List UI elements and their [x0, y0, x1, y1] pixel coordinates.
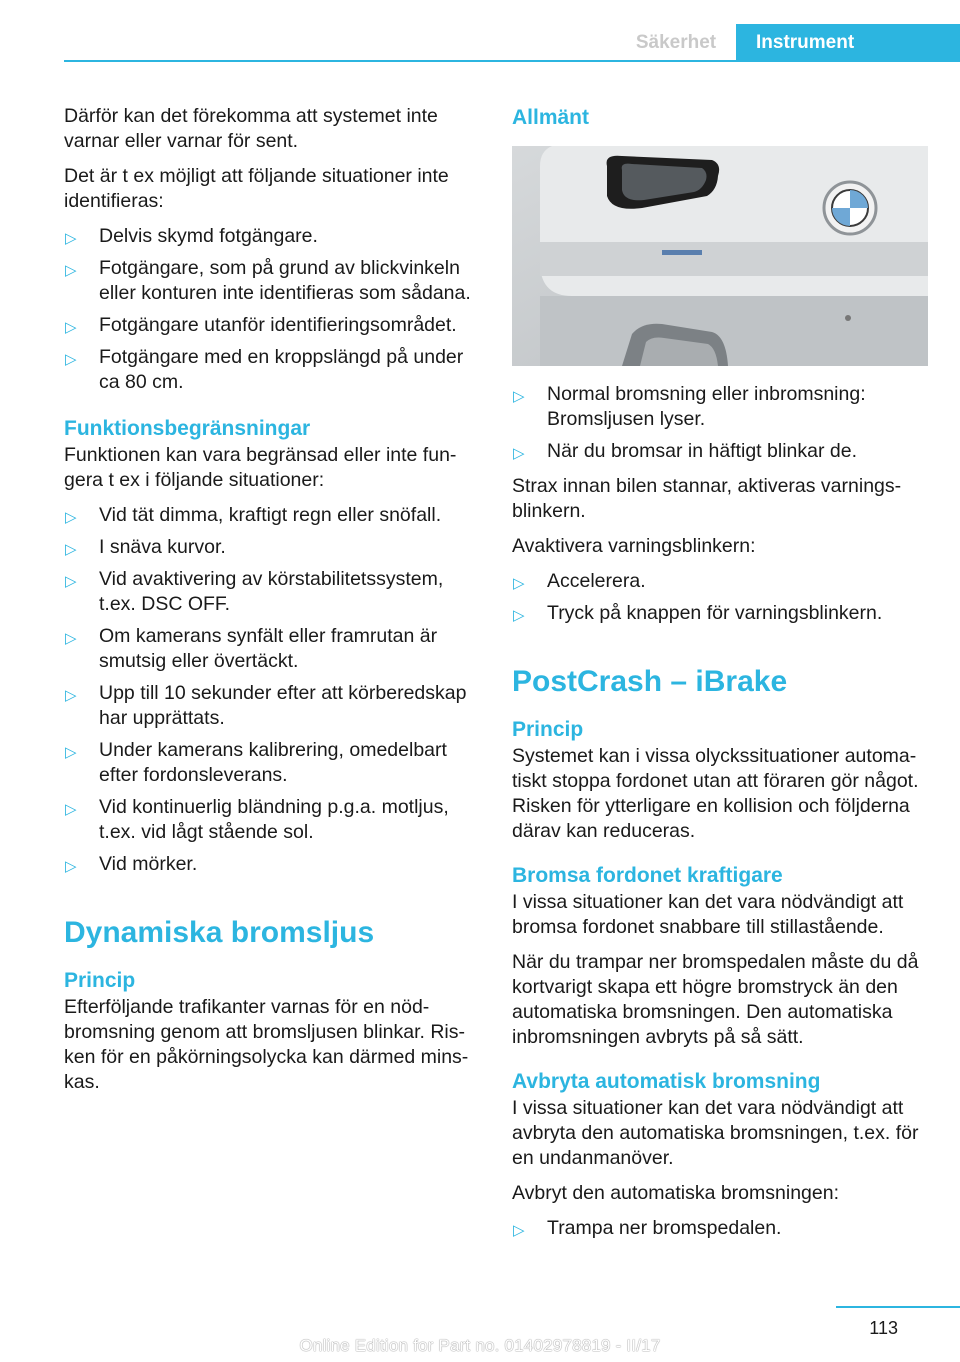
paragraph: Avaktivera varningsblinkern: [512, 535, 756, 557]
heading-princip: Princip [64, 969, 136, 992]
bullet-triangle-icon: ▷ [513, 1221, 525, 1239]
paragraph: Strax innan bilen stannar, aktiveras varningsblinkern. [512, 475, 902, 522]
list-item: ▷ I snäva kurvor. [64, 535, 480, 560]
bullet-triangle-icon: ▷ [65, 318, 77, 336]
heading-princip: Princip [512, 718, 584, 741]
list-item: ▷ Tryck på knappen för varningsblinkern. [512, 601, 928, 626]
bullet-triangle-icon: ▷ [513, 387, 525, 405]
page-number: 113 [869, 1318, 898, 1338]
bullet-triangle-icon: ▷ [65, 857, 77, 875]
list-item: ▷ Om kamerans synfält eller framrutan är smutsig eller övertäckt. [65, 625, 438, 672]
list-item: ▷ Fotgängare med en kroppslängd på under ca 80 cm. [65, 346, 464, 393]
left-column [64, 104, 480, 1105]
heading-funktionsbegransningar: Funktionsbegränsningar [64, 417, 311, 440]
heading-avbryta-automatisk-bromsning: Avbryta automatisk bromsning [512, 1070, 821, 1093]
footer-edition-text: Online Edition for Part no. 01402978819 - II/17 [299, 1336, 661, 1355]
bullet-triangle-icon: ▷ [65, 800, 77, 818]
list-item: ▷ Vid mörker. [64, 852, 480, 877]
paragraph: När du trampar ner bromspedalen måste du då kortvarigt skapa ett högre bromstryck än den automatiska bromsningen. Den automatiska inbromsningen avbryts på så sätt. [512, 951, 919, 1048]
bullet-list [512, 569, 928, 626]
list-item: ▷ Vid tät dimma, kraftigt regn eller snöfall. [64, 503, 480, 528]
heading-allmant: Allmänt [512, 106, 590, 129]
section-tab-sakerhet: Säkerhet [635, 32, 717, 53]
paragraph: Efterföljande trafikanter varnas för en nödbromsning genom att bromsljusen blinkar. Risken för en påkörningsolycka kan därmed minskas. [64, 996, 469, 1093]
list-item: ▷ Normal bromsning eller inbromsning: Bromsljusen lyser. [513, 383, 866, 430]
heading-dynamiska-bromsljus: Dynamiska bromsljus [64, 916, 375, 949]
paragraph: I vissa situationer kan det vara nödvändigt att bromsa fordonet snabbare till stillastående. [512, 891, 904, 938]
list-item: ▷ Vid avaktivering av körstabilitetssystem, t.ex. DSC OFF. [65, 568, 444, 615]
bullet-triangle-icon: ▷ [65, 686, 77, 704]
list-item: ▷ Under kamerans kalibrering, omedelbart efter fordonsleverans. [65, 739, 447, 786]
list-item: ▷ Vid kontinuerlig bländning p.g.a. motljus, t.ex. vid lågt stående sol. [65, 796, 449, 843]
footer-rule [836, 1306, 960, 1308]
bullet-triangle-icon: ▷ [65, 629, 77, 647]
bullet-list [64, 224, 480, 395]
bullet-list [512, 382, 928, 464]
list-item: ▷ När du bromsar in häftigt blinkar de. [512, 439, 928, 464]
bullet-list [512, 1216, 928, 1241]
bullet-triangle-icon: ▷ [65, 572, 77, 590]
bullet-triangle-icon: ▷ [513, 444, 525, 462]
bullet-triangle-icon: ▷ [65, 540, 77, 558]
bullet-triangle-icon: ▷ [65, 229, 77, 247]
paragraph: Funktionen kan vara begränsad eller inte fungera t ex i följande situationer: [64, 444, 457, 491]
bullet-list [64, 503, 480, 877]
paragraph: Det är t ex möjligt att följande situationer inte identifieras: [64, 165, 449, 212]
heading-postcrash-ibrake: PostCrash – iBrake [512, 665, 788, 698]
bullet-triangle-icon: ▷ [65, 261, 77, 279]
paragraph: Därför kan det förekomma att systemet inte varnar eller varnar för sent. [64, 105, 438, 152]
list-item: ▷ Trampa ner bromspedalen. [512, 1216, 928, 1241]
bullet-triangle-icon: ▷ [65, 350, 77, 368]
paragraph: Avbryt den automatiska bromsningen: [512, 1182, 839, 1204]
list-item: ▷ Fotgängare utanför identifieringsområdet. [64, 313, 480, 338]
list-item: ▷ Delvis skymd fotgängare. [64, 224, 480, 249]
car-rear-brake-light-illustration [512, 146, 928, 366]
heading-bromsa-fordonet-kraftigare: Bromsa fordonet kraftigare [512, 864, 783, 887]
list-item: ▷ Upp till 10 sekunder efter att körberedskap har upprättats. [65, 682, 467, 729]
list-item: ▷ Accelerera. [512, 569, 928, 594]
paragraph: I vissa situationer kan det vara nödvändigt att avbryta den automatiska bromsningen, t.ex. för en undanmanöver. [512, 1097, 919, 1169]
bullet-triangle-icon: ▷ [65, 508, 77, 526]
section-tab-instrument: Instrument [736, 24, 960, 62]
list-item: ▷ Fotgängare, som på grund av blickvinkeln eller konturen inte identifieras som sådana. [65, 257, 471, 304]
bullet-triangle-icon: ▷ [513, 606, 525, 624]
bullet-triangle-icon: ▷ [65, 743, 77, 761]
right-column [512, 104, 928, 1251]
bullet-triangle-icon: ▷ [513, 574, 525, 592]
paragraph: Systemet kan i vissa olyckssituationer automatiskt stoppa fordonet utan att föraren gör något. Risken för ytterligare en kollision och följderna därav kan reduceras. [512, 745, 919, 842]
